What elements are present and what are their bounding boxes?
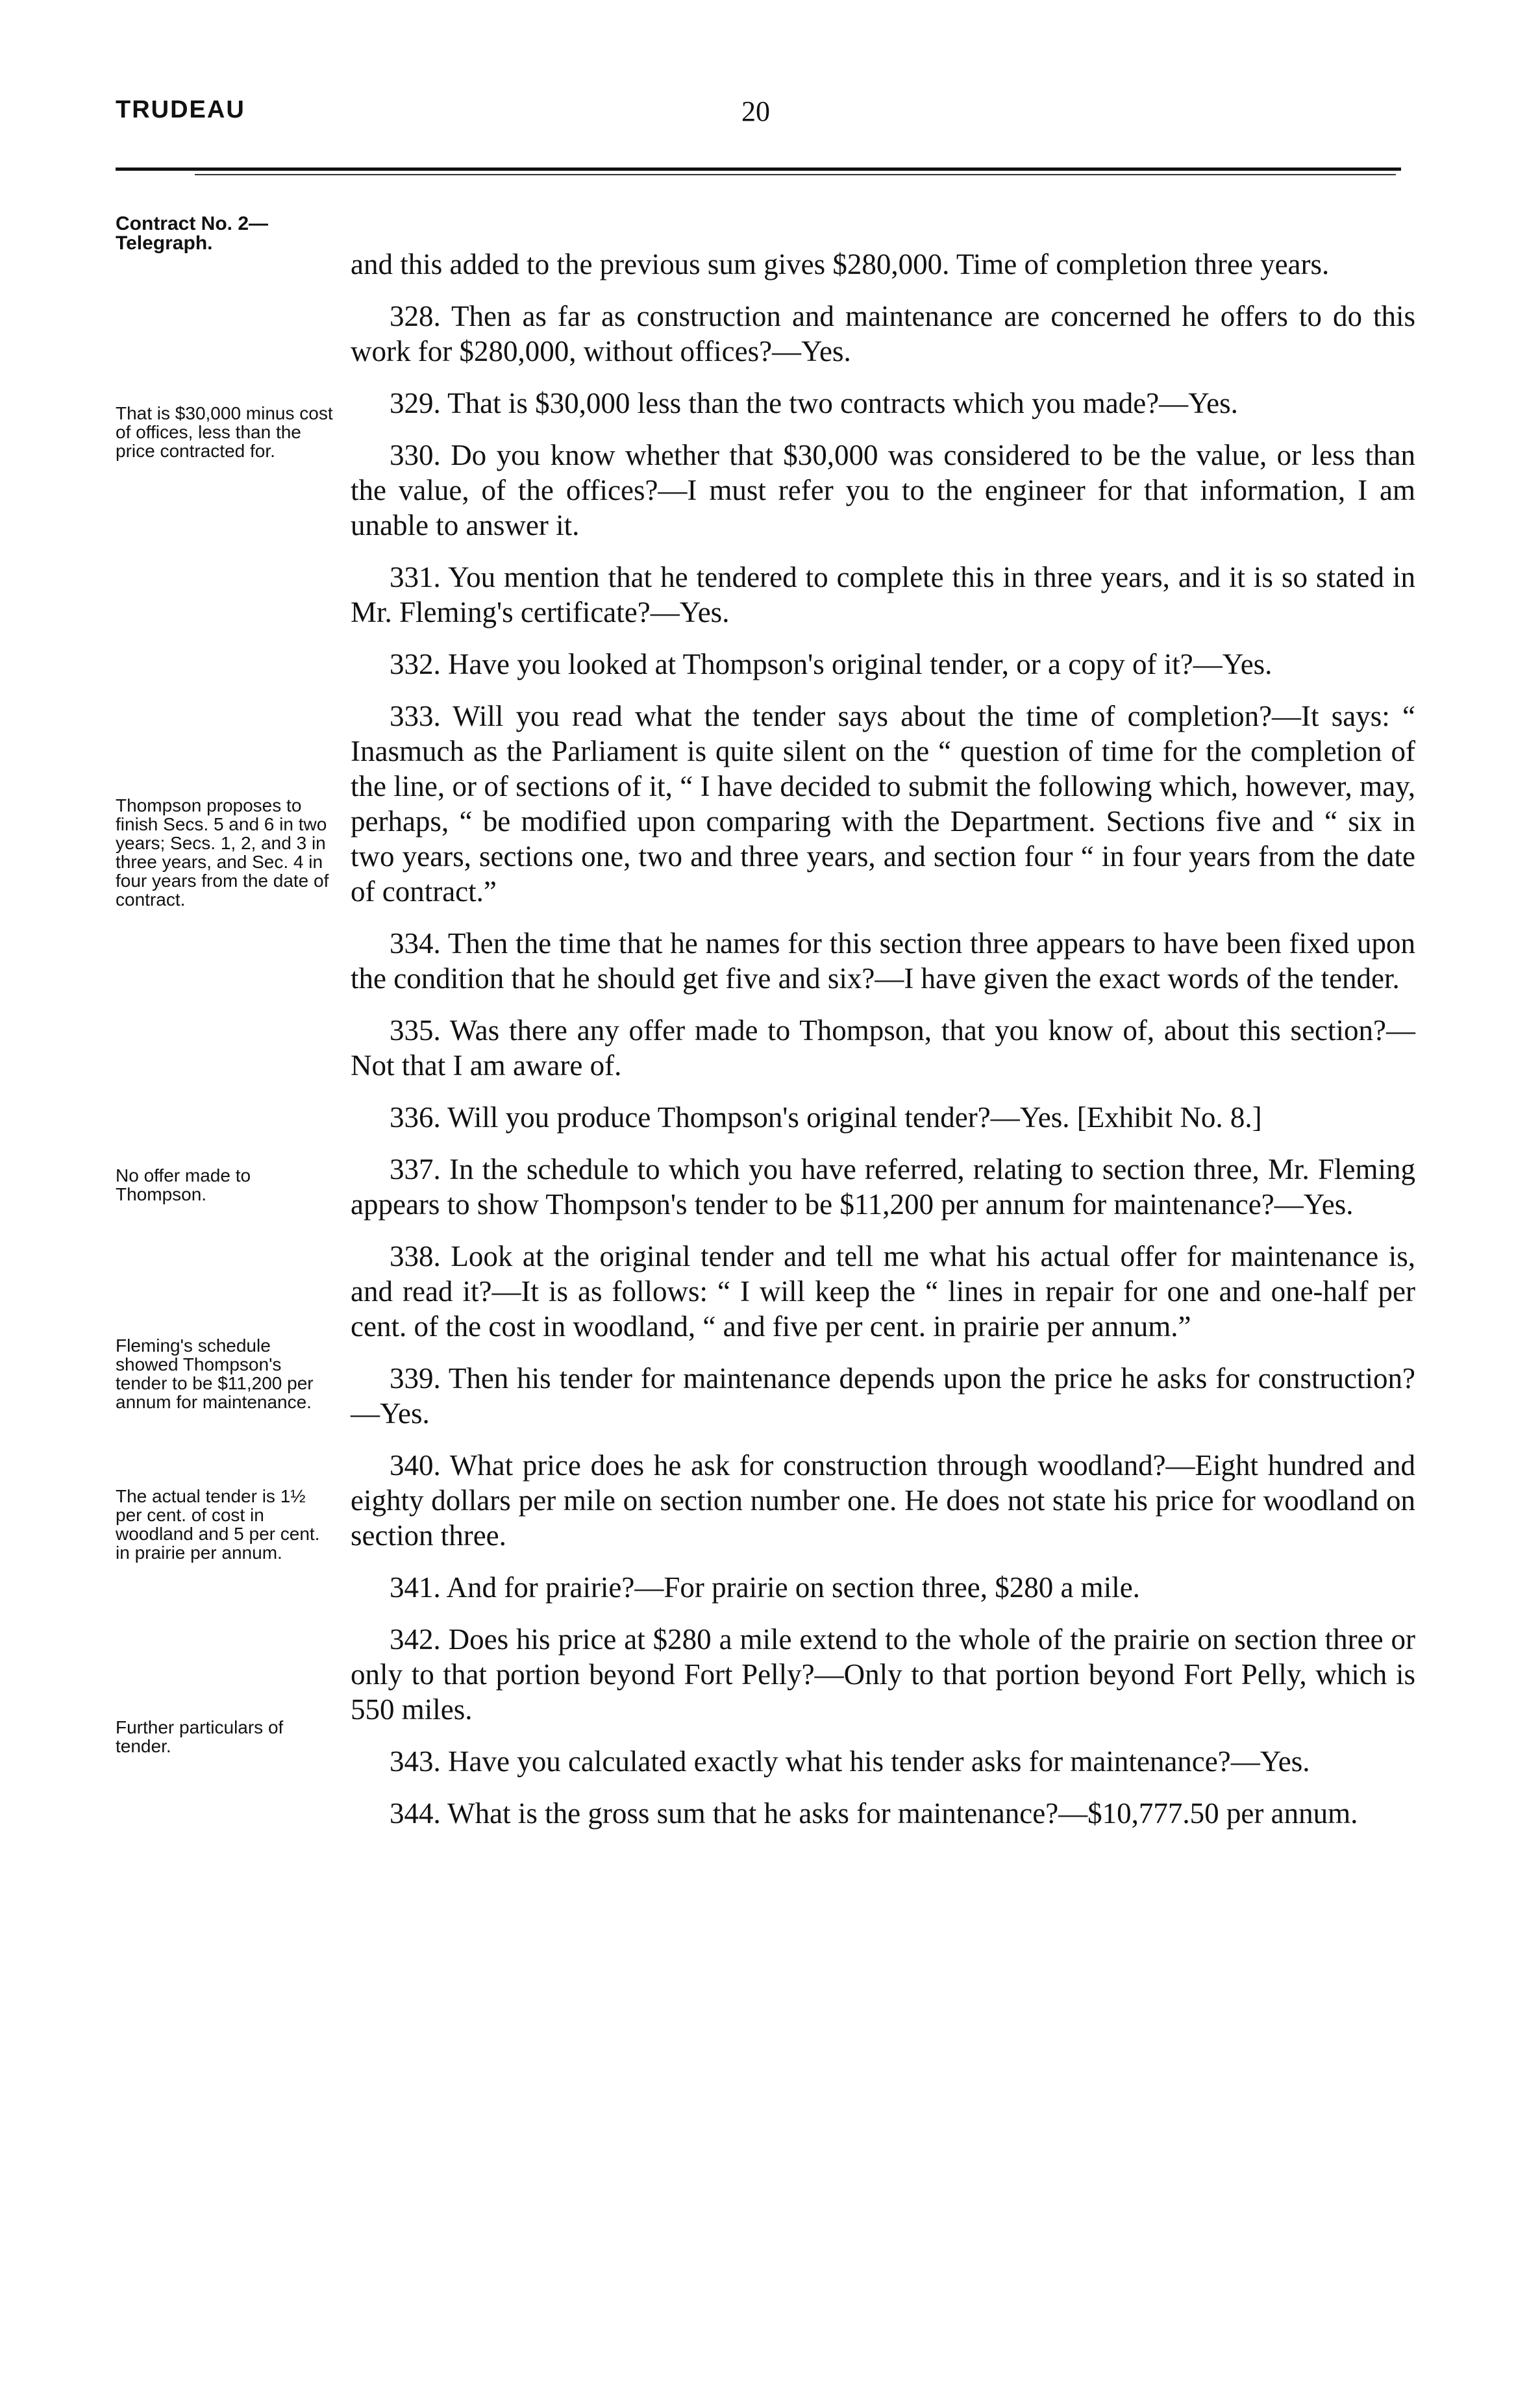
paragraph: 341. And for prairie?—For prairie on section three, $280 a mile.	[390, 1571, 1140, 1604]
header-rule	[116, 168, 1401, 171]
paragraph: 344. What is the gross sum that he asks for maintenance?—$10,777.50 per annum.	[390, 1797, 1358, 1830]
paragraph: 334. Then the time that he names for this section three appears to have been fixed upon the condition that he should get five and six?—I have given the exact words of the tender.	[351, 927, 1415, 995]
margin-note-no-offer: No offer made to Thompson.	[116, 1165, 251, 1204]
paragraph: 337. In the schedule to which you have referred, relating to section three, Mr. Fleming appears to show Thompson's tender to be $11,200 per annum for maintenance?—Yes.	[351, 1153, 1415, 1221]
margin-note-fleming-schedule: Fleming's schedule showed Thompson's tender to be $11,200 per annum for maintenance.	[116, 1335, 314, 1412]
paragraph: 331. You mention that he tendered to complete this in three years, and it is so stated in Mr. Fleming's certificate?—Yes.	[351, 561, 1415, 628]
body-text	[351, 247, 1415, 1848]
margin-note-completion-times: Thompson proposes to finish Secs. 5 and 6 in two years; Secs. 1, 2, and 3 in three years, and Sec. 4 in four years from the date of contract.	[116, 795, 329, 910]
margin-note-actual-tender: The actual tender is 1½ per cent. of cost in woodland and 5 per cent. in prairie per annum.	[116, 1486, 320, 1563]
paragraph: 338. Look at the original tender and tell me what his actual offer for maintenance is, and read it?—It is as follows: “ I will keep the “ lines in repair for one and one-half per cent. of the cost in woodland, “ and five per cent. in prairie per annum.”	[351, 1240, 1415, 1343]
paragraph: 343. Have you calculated exactly what his tender asks for maintenance?—Yes.	[390, 1745, 1310, 1778]
paragraph: and this added to the previous sum gives $280,000. Time of completion three years.	[351, 248, 1330, 280]
running-title: TRUDEAU	[116, 96, 245, 123]
paragraph: 342. Does his price at $280 a mile extend to the whole of the prairie on section three or only to that portion beyond Fort Pelly?—Only to that portion beyond Fort Pelly, which is 550 miles.	[351, 1623, 1415, 1726]
paragraph: 336. Will you produce Thompson's original tender?—Yes. [Exhibit No. 8.]	[390, 1101, 1262, 1134]
paragraph: 333. Will you read what the tender says about the time of completion?—It says: “ Inasmuch as the Parliament is quite silent on the “ question of time for the completion of the line, or of sections of it, “ I have decided to submit the following which, however, may, perhaps, “ be modified upon comparing with the Department. Sections five and “ six in two years, sections one, two and three years, and section four “ in four years from the date of contract.”	[351, 700, 1415, 908]
paragraph: 340. What price does he ask for construction through woodland?—Eight hundred and eighty dollars per mile on section number one. He does not state his price for woodland on section three.	[351, 1449, 1415, 1552]
paragraph: 330. Do you know whether that $30,000 was considered to be the value, or less than the value, of the offices?—I must refer you to the engineer for that information, I am unable to answer it.	[351, 439, 1415, 541]
paragraph: 329. That is $30,000 less than the two contracts which you made?—Yes.	[390, 387, 1238, 419]
margin-note-further-particulars: Further particulars of tender.	[116, 1717, 284, 1756]
margin-note-contract: Contract No. 2— Telegraph.	[116, 213, 269, 254]
paragraph: 339. Then his tender for maintenance depends upon the price he asks for construction?—Yes.	[351, 1362, 1415, 1430]
margin-note-minus-offices: That is $30,000 minus cost of offices, less than the price contracted for.	[116, 403, 333, 461]
paragraph: 328. Then as far as construction and maintenance are concerned he offers to do this work for $280,000, without offices?—Yes.	[351, 300, 1415, 367]
paragraph: 332. Have you looked at Thompson's original tender, or a copy of it?—Yes.	[390, 648, 1273, 680]
page-number: 20	[741, 95, 770, 127]
header-rule-thin	[195, 174, 1396, 175]
paragraph: 335. Was there any offer made to Thompson, that you know of, about this section?—Not that I am aware of.	[351, 1014, 1415, 1082]
